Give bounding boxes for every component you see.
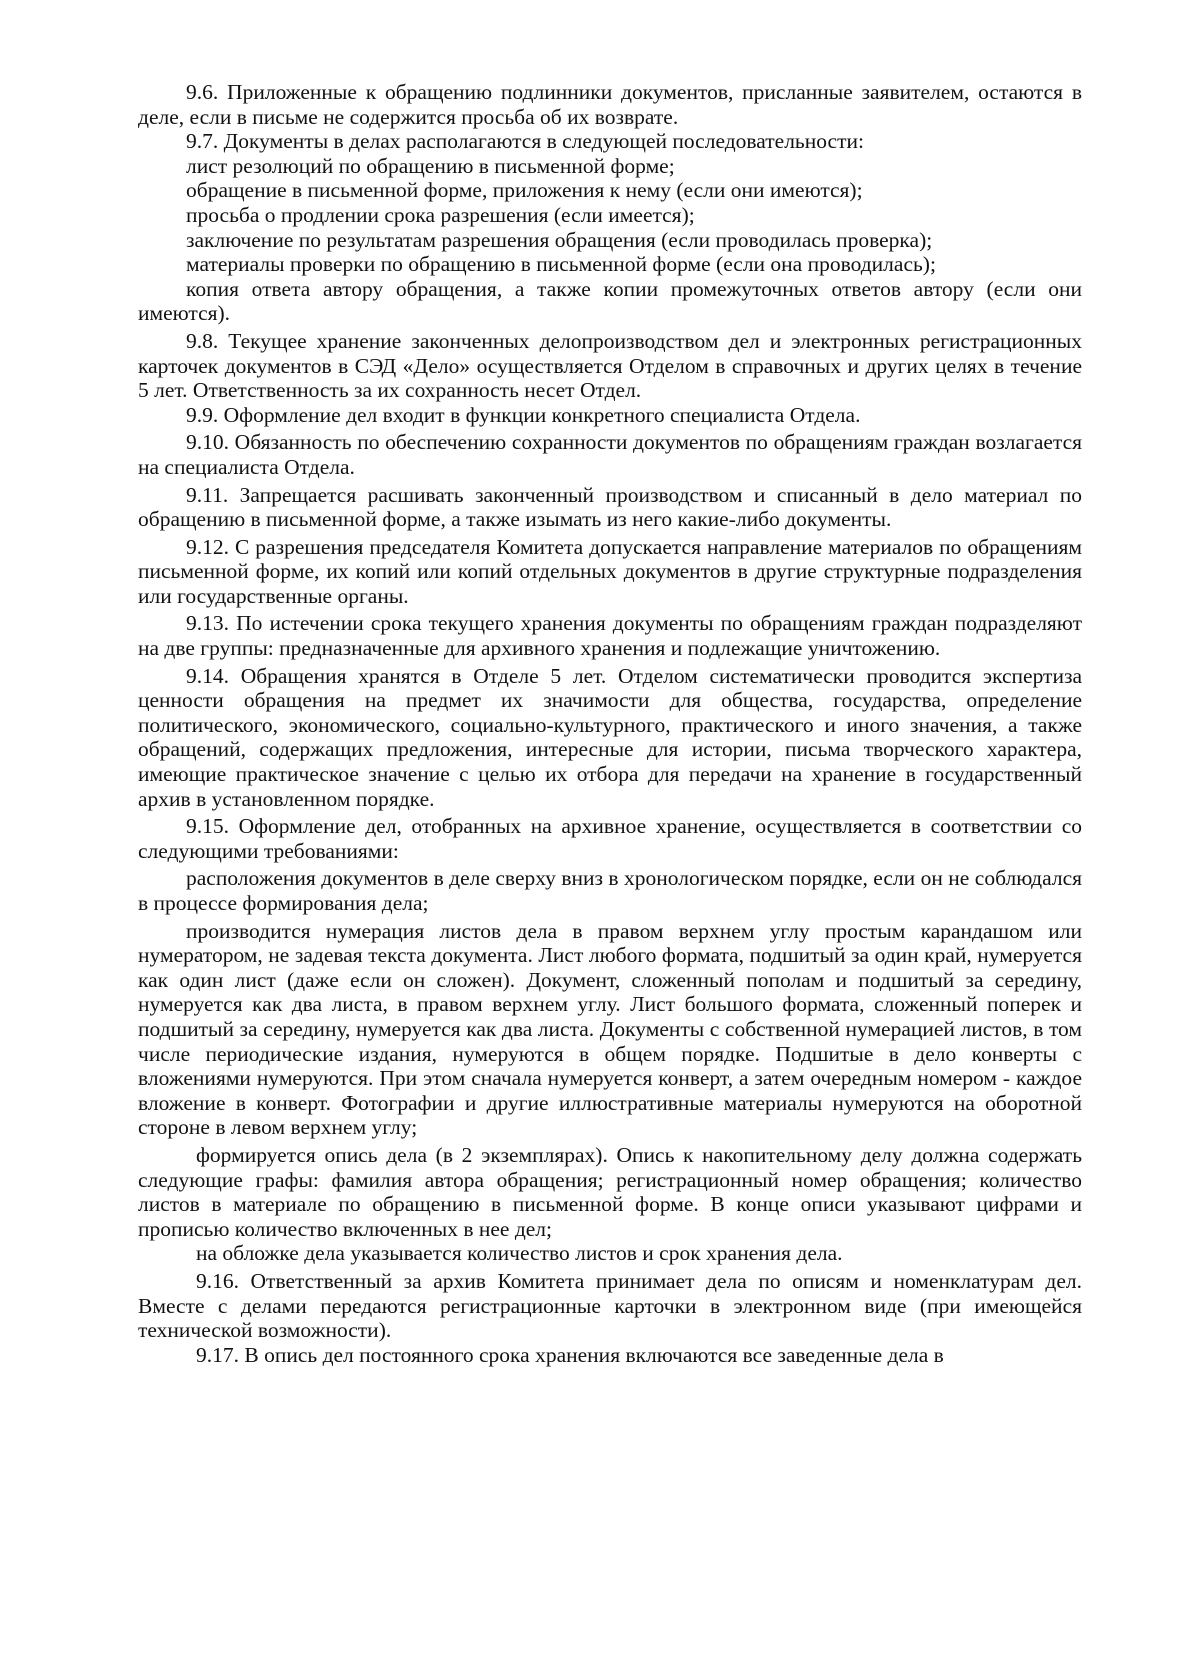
paragraph-9-9: 9.9. Оформление дел входит в функции конкретного специалиста Отдела.	[186, 402, 861, 427]
requirement-numbering: производится нумерация листов дела в правом верхнем углу простым карандашом или нумератором, не задевая текста документа. Лист любого формата, подшитый за один край, нумеруется как один лист (даже если он сложен). Документ, сложенный пополам и подшитый за середину, нумеруется как два листа, в правом верхнем углу. Лист большого формата, сложенный поперек и подшитый за середину, нумеруется как два листа. Документы с собственной нумерацией листов, в том числе периодические издания, нумеруются в общем порядке. Подшитые в дело конверты с вложениями нумеруются. При этом сначала нумеруется конверт, а затем очередным номером - каждое вложение в конверт. Фотографии и другие иллюстративные материалы нумеруются на оборотной стороне в левом верхнем углу;	[138, 918, 1082, 1140]
list-item-reply-copy: копия ответа автору обращения, а также копии промежуточных ответов автору (если они имеются).	[138, 276, 1082, 326]
paragraph-9-17: 9.17. В опись дел постоянного срока хранения включаются все заведенные дела в	[196, 1342, 944, 1367]
paragraph-9-12: 9.12. С разрешения председателя Комитета допускается направление материалов по обращениям письменной форме, их копий или копий отдельных документов в другие структурные подразделения или государственные органы.	[138, 534, 1082, 608]
paragraph-9-14: 9.14. Обращения хранятся в Отделе 5 лет. Отделом систематически проводится экспертиза ценности обращения на предмет их значимости для общества, государства, определение политического, экономического, социально-культурного, практического и иного значения, а также обращений, содержащих предложения, интересные для истории, письма творческого характера, имеющие практическое значение с целью их отбора для передачи на хранение в государственный архив в установленном порядке.	[138, 663, 1082, 811]
list-item-materials: материалы проверки по обращению в письменной форме (если она проводилась);	[186, 252, 936, 277]
list-item-appeal: обращение в письменной форме, приложения к нему (если они имеются);	[186, 178, 863, 203]
requirement-cover: на обложке дела указывается количество листов и срок хранения дела.	[196, 1241, 843, 1266]
list-item-conclusion: заключение по результатам разрешения обращения (если проводилась проверка);	[186, 227, 933, 252]
paragraph-9-7: 9.7. Документы в делах располагаются в следующей последовательности:	[186, 129, 864, 154]
paragraph-9-16: 9.16. Ответственный за архив Комитета принимает дела по описям и номенклатурам дел. Вместе с делами передаются регистрационные карточки в электронном виде (при имеющейся технической возможности).	[138, 1268, 1082, 1343]
paragraph-9-11: 9.11. Запрещается расшивать законченный производством и списанный в дело материал по обращению в письменной форме, а также изымать из него какие-либо документы.	[138, 482, 1082, 532]
list-item-extension: просьба о продлении срока разрешения (если имеется);	[186, 202, 695, 227]
paragraph-9-8: 9.8. Текущее хранение законченных делопроизводством дел и электронных регистрационных карточек документов в СЭД «Дело» осуществляется Отделом в справочных и других целях в течение 5 лет. Ответственность за их сохранность несет Отдел.	[138, 328, 1082, 403]
list-item-resolutions: лист резолюций по обращению в письменной форме;	[186, 153, 675, 178]
paragraph-9-10: 9.10. Обязанность по обеспечению сохранности документов по обращениям граждан возлагается на специалиста Отдела.	[138, 430, 1082, 479]
requirement-inventory: формируется опись дела (в 2 экземплярах). Опись к накопительному делу должна содержать следующие графы: фамилия автора обращения; регистрационный номер обращения; количество листов в материале по обращению в письменной форме. В конце описи указывают цифрами и прописью количество включенных в нее дел;	[138, 1142, 1082, 1241]
paragraph-9-6: 9.6. Приложенные к обращению подлинники документов, присланные заявителем, остаются в деле, если в письме не содержится просьба об их возврате.	[138, 80, 1082, 129]
document-body	[138, 80, 1082, 1367]
requirement-order: расположения документов в деле сверху вниз в хронологическом порядке, если он не соблюдался в процессе формирования дела;	[138, 866, 1082, 915]
paragraph-9-15: 9.15. Оформление дел, отобранных на архивное хранение, осуществляется в соответствии со следующими требованиями:	[138, 814, 1082, 863]
paragraph-9-13: 9.13. По истечении срока текущего хранения документы по обращениям граждан подразделяют на две группы: предназначенные для архивного хранения и подлежащие уничтожению.	[138, 611, 1082, 661]
